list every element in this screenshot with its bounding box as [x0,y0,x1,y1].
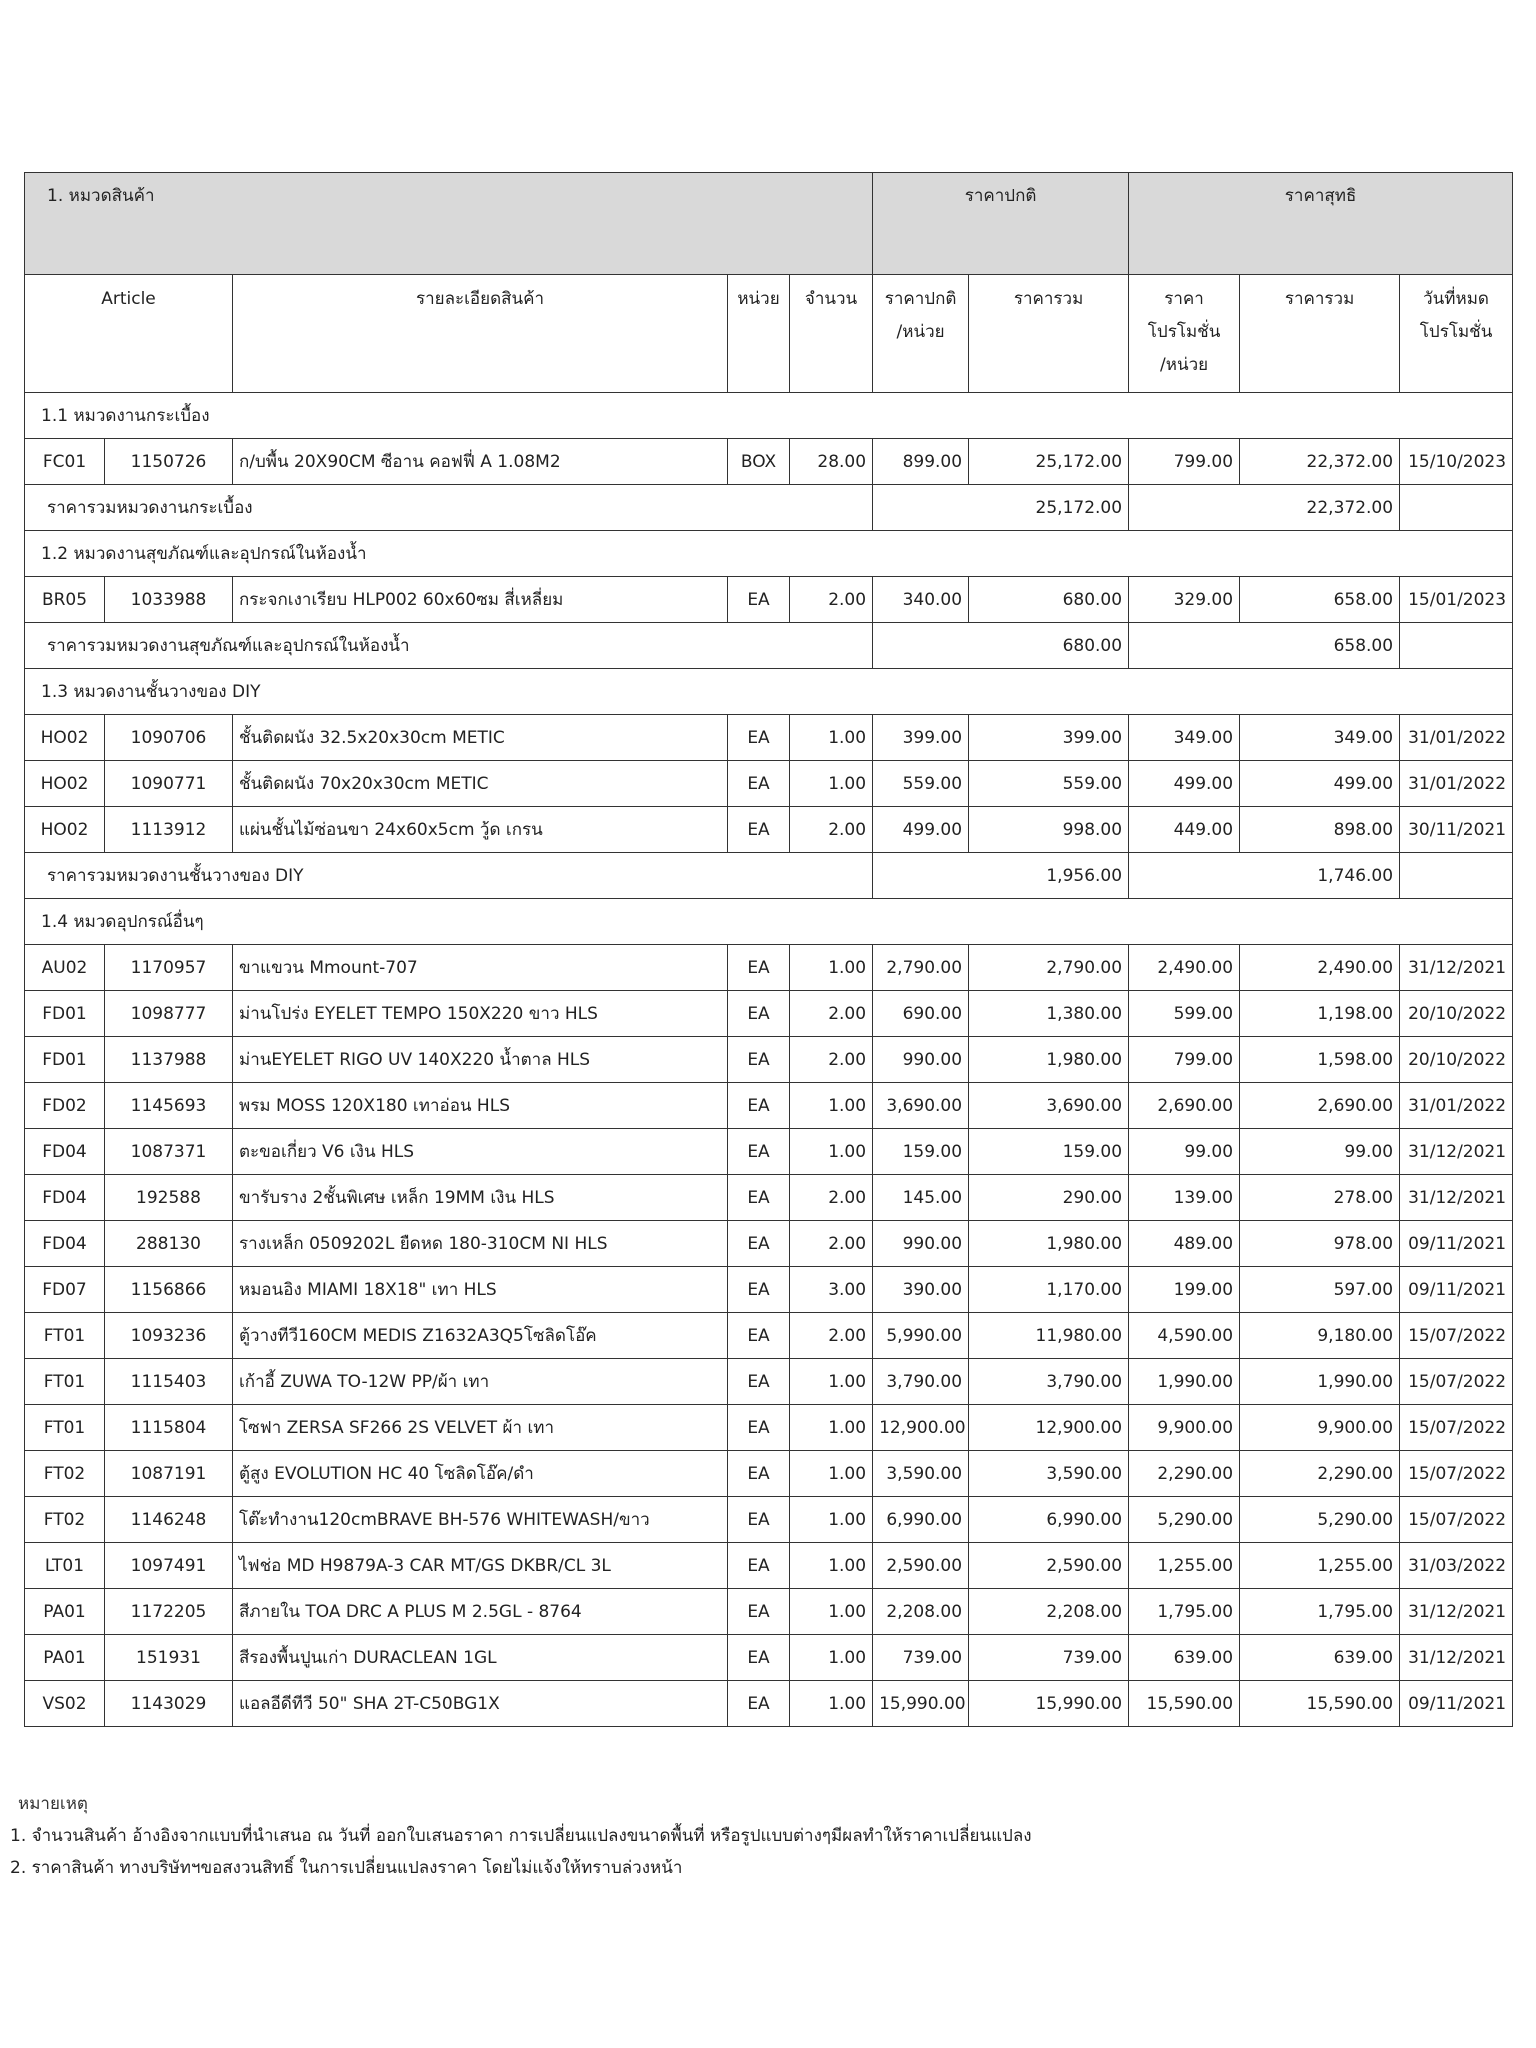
item-total-regular: 739.00 [969,1635,1129,1681]
item-quantity: 1.00 [790,761,873,807]
section-total-regular: 1,956.00 [873,853,1129,899]
table-row [25,1129,1513,1175]
item-total-net: 1,598.00 [1240,1037,1400,1083]
table-row [25,1267,1513,1313]
item-quantity: 1.00 [790,715,873,761]
item-promo-end-date: 31/12/2021 [1400,1129,1513,1175]
item-code: AU02 [25,945,105,991]
item-unit-price: 3,590.00 [873,1451,969,1497]
section-total-label: ราคารวมหมวดงานชั้นวางของ DIY [25,853,873,899]
item-quantity: 2.00 [790,1037,873,1083]
table-row [25,1681,1513,1727]
table-row [25,1405,1513,1451]
col-quantity-header: จำนวน [790,275,873,393]
item-promo-end-date: 09/11/2021 [1400,1221,1513,1267]
item-description: สีรองพื้นปูนเก่า DURACLEAN 1GL [233,1635,728,1681]
item-total-net: 2,690.00 [1240,1083,1400,1129]
item-unit: EA [728,991,790,1037]
item-unit-price: 12,900.00 [873,1405,969,1451]
note-line-1: 1. จำนวนสินค้า อ้างอิงจากแบบที่นำเสนอ ณ วันที่ ออกใบเสนอราคา การเปลี่ยนแปลงขนาดพื้นที่ หรือรูปแบบต่างๆมีผลทำให้ราคาเปลี่ยนแปลง [10,1826,1032,1846]
item-unit-price: 145.00 [873,1175,969,1221]
item-description: ตู้วางทีวี160CM MEDIS Z1632A3Q5โซลิดโอ๊ค [233,1313,728,1359]
note-line-2: 2. ราคาสินค้า ทางบริษัทฯขอสงวนสิทธิ์ ในการเปลี่ยนแปลงราคา โดยไม่แจ้งให้ทราบล่วงหน้า [10,1858,683,1878]
item-description: รางเหล็ก 0509202L ยืดหด 180-310CM NI HLS [233,1221,728,1267]
item-promo-end-date: 15/07/2022 [1400,1359,1513,1405]
item-unit-price: 690.00 [873,991,969,1037]
item-promo-end-date: 31/12/2021 [1400,945,1513,991]
table-row [25,1083,1513,1129]
item-description: โซฟา ZERSA SF266 2S VELVET ผ้า เทา [233,1405,728,1451]
section-title: 1.4 หมวดอุปกรณ์อื่นๆ [25,899,1513,945]
item-promo-price: 329.00 [1129,577,1240,623]
net-price-group-header: ราคาสุทธิ [1129,173,1513,275]
item-total-net: 978.00 [1240,1221,1400,1267]
item-total-regular: 399.00 [969,715,1129,761]
item-unit-price: 5,990.00 [873,1313,969,1359]
item-code: LT01 [25,1543,105,1589]
item-promo-price: 199.00 [1129,1267,1240,1313]
item-unit: EA [728,1451,790,1497]
item-total-net: 639.00 [1240,1635,1400,1681]
item-quantity: 2.00 [790,1221,873,1267]
section-total-regular: 25,172.00 [873,485,1129,531]
item-description: ไฟช่อ MD H9879A-3 CAR MT/GS DKBR/CL 3L [233,1543,728,1589]
col-promo-end-line1: วันที่หมด [1423,289,1489,309]
item-description: แผ่นชั้นไม้ซ่อนขา 24x60x5cm วู้ด เกรน [233,807,728,853]
item-total-net: 2,290.00 [1240,1451,1400,1497]
item-quantity: 2.00 [790,1313,873,1359]
item-article: 1170957 [105,945,233,991]
item-total-net: 5,290.00 [1240,1497,1400,1543]
item-total-regular: 12,900.00 [969,1405,1129,1451]
item-description: ชั้นติดผนัง 70x20x30cm METIC [233,761,728,807]
item-promo-end-date: 15/10/2023 [1400,439,1513,485]
item-total-regular: 2,590.00 [969,1543,1129,1589]
item-article: 1172205 [105,1589,233,1635]
table-row [25,1589,1513,1635]
item-article: 1033988 [105,577,233,623]
item-code: PA01 [25,1635,105,1681]
item-promo-end-date: 31/03/2022 [1400,1543,1513,1589]
category-title: 1. หมวดสินค้า [25,173,873,275]
item-code: FC01 [25,439,105,485]
col-promo-price-line2: โปรโมชั่น [1147,322,1221,342]
table-row [25,807,1513,853]
item-unit-price: 499.00 [873,807,969,853]
table-row [25,1221,1513,1267]
item-unit: EA [728,1129,790,1175]
item-description: ตะขอเกี่ยว V6 เงิน HLS [233,1129,728,1175]
col-promo-price-line3: /หน่วย [1160,355,1209,375]
item-quantity: 1.00 [790,1635,873,1681]
section-header-row [25,531,1513,577]
item-unit-price: 899.00 [873,439,969,485]
item-total-net: 9,180.00 [1240,1313,1400,1359]
item-quantity: 1.00 [790,1359,873,1405]
item-promo-price: 1,990.00 [1129,1359,1240,1405]
col-description-header: รายละเอียดสินค้า [233,275,728,393]
item-code: VS02 [25,1681,105,1727]
item-description: ก/บพื้น 20X90CM ซีอาน คอฟฟี่ A 1.08M2 [233,439,728,485]
item-unit-price: 340.00 [873,577,969,623]
section-total-net: 22,372.00 [1129,485,1400,531]
item-promo-end-date: 20/10/2022 [1400,1037,1513,1083]
table-row [25,1543,1513,1589]
item-unit-price: 3,690.00 [873,1083,969,1129]
item-article: 1137988 [105,1037,233,1083]
section-total-net: 658.00 [1129,623,1400,669]
item-code: HO02 [25,715,105,761]
item-unit: EA [728,1037,790,1083]
item-promo-price: 1,255.00 [1129,1543,1240,1589]
item-unit-price: 2,790.00 [873,945,969,991]
item-description: หมอนอิง MIAMI 18X18" เทา HLS [233,1267,728,1313]
item-article: 1087191 [105,1451,233,1497]
section-total-empty [1400,623,1513,669]
item-total-net: 99.00 [1240,1129,1400,1175]
item-description: ตู้สูง EVOLUTION HC 40 โซลิดโอ๊ค/ดำ [233,1451,728,1497]
table-row [25,761,1513,807]
item-code: FT01 [25,1405,105,1451]
table-row [25,1037,1513,1083]
item-quantity: 3.00 [790,1267,873,1313]
item-promo-price: 2,290.00 [1129,1451,1240,1497]
col-promo-price-line1: ราคา [1164,289,1204,309]
item-quantity: 1.00 [790,1405,873,1451]
item-total-regular: 1,980.00 [969,1221,1129,1267]
item-code: FT01 [25,1359,105,1405]
table-row [25,1497,1513,1543]
item-promo-end-date: 31/01/2022 [1400,715,1513,761]
item-promo-end-date: 31/01/2022 [1400,761,1513,807]
item-unit: EA [728,577,790,623]
item-total-regular: 3,590.00 [969,1451,1129,1497]
group-header-row [25,173,1513,275]
item-code: BR05 [25,577,105,623]
item-total-net: 1,198.00 [1240,991,1400,1037]
section-header-row [25,393,1513,439]
item-total-regular: 559.00 [969,761,1129,807]
item-code: FD04 [25,1129,105,1175]
item-article: 1150726 [105,439,233,485]
table-row [25,991,1513,1037]
item-quantity: 1.00 [790,1451,873,1497]
item-total-net: 22,372.00 [1240,439,1400,485]
item-total-regular: 680.00 [969,577,1129,623]
item-total-net: 499.00 [1240,761,1400,807]
item-unit: EA [728,807,790,853]
table-row [25,945,1513,991]
item-description: ขารับราง 2ชั้นพิเศษ เหล็ก 19MM เงิน HLS [233,1175,728,1221]
item-unit-price: 990.00 [873,1037,969,1083]
item-quantity: 2.00 [790,991,873,1037]
item-promo-end-date: 31/12/2021 [1400,1635,1513,1681]
item-promo-price: 99.00 [1129,1129,1240,1175]
item-promo-price: 499.00 [1129,761,1240,807]
section-title: 1.3 หมวดงานชั้นวางของ DIY [25,669,1513,715]
item-description: ชั้นติดผนัง 32.5x20x30cm METIC [233,715,728,761]
section-total-label: ราคารวมหมวดงานสุขภัณฑ์และอุปกรณ์ในห้องน้ำ [25,623,873,669]
item-unit-price: 399.00 [873,715,969,761]
item-unit: EA [728,1497,790,1543]
item-total-net: 658.00 [1240,577,1400,623]
item-promo-price: 139.00 [1129,1175,1240,1221]
item-unit: EA [728,945,790,991]
item-unit: EA [728,1589,790,1635]
item-total-regular: 3,690.00 [969,1083,1129,1129]
item-promo-end-date: 31/01/2022 [1400,1083,1513,1129]
section-total-net: 1,746.00 [1129,853,1400,899]
col-promo-end-header [1400,275,1513,393]
item-unit: EA [728,1359,790,1405]
item-promo-price: 799.00 [1129,1037,1240,1083]
item-description: แอลอีดีทีวี 50" SHA 2T-C50BG1X [233,1681,728,1727]
item-promo-end-date: 31/12/2021 [1400,1175,1513,1221]
item-unit: EA [728,715,790,761]
item-unit-price: 2,208.00 [873,1589,969,1635]
item-total-regular: 11,980.00 [969,1313,1129,1359]
item-quantity: 2.00 [790,577,873,623]
column-header-row [25,275,1513,393]
item-article: 1115804 [105,1405,233,1451]
item-promo-price: 15,590.00 [1129,1681,1240,1727]
item-total-net: 2,490.00 [1240,945,1400,991]
item-article: 151931 [105,1635,233,1681]
item-description: สีภายใน TOA DRC A PLUS M 2.5GL - 8764 [233,1589,728,1635]
section-total-empty [1400,853,1513,899]
col-unit-price-line1: ราคาปกติ [884,289,957,309]
col-unit-price-header [873,275,969,393]
item-promo-price: 4,590.00 [1129,1313,1240,1359]
item-unit-price: 3,790.00 [873,1359,969,1405]
item-promo-end-date: 30/11/2021 [1400,807,1513,853]
item-promo-end-date: 15/07/2022 [1400,1313,1513,1359]
item-promo-end-date: 31/12/2021 [1400,1589,1513,1635]
item-total-net: 9,900.00 [1240,1405,1400,1451]
item-quantity: 2.00 [790,1175,873,1221]
item-description: ม่านEYELET RIGO UV 140X220 น้ำตาล HLS [233,1037,728,1083]
item-total-net: 1,990.00 [1240,1359,1400,1405]
item-unit: BOX [728,439,790,485]
item-quantity: 1.00 [790,1497,873,1543]
item-promo-end-date: 09/11/2021 [1400,1267,1513,1313]
item-article: 1156866 [105,1267,233,1313]
item-unit: EA [728,1543,790,1589]
item-article: 1145693 [105,1083,233,1129]
section-header-row [25,669,1513,715]
item-unit-price: 739.00 [873,1635,969,1681]
item-promo-price: 639.00 [1129,1635,1240,1681]
item-promo-price: 2,690.00 [1129,1083,1240,1129]
item-total-regular: 2,790.00 [969,945,1129,991]
item-total-regular: 1,980.00 [969,1037,1129,1083]
item-description: กระจกเงาเรียบ HLP002 60x60ซม สี่เหลี่ยม [233,577,728,623]
item-quantity: 1.00 [790,945,873,991]
item-promo-price: 799.00 [1129,439,1240,485]
item-promo-end-date: 20/10/2022 [1400,991,1513,1037]
item-total-net: 1,255.00 [1240,1543,1400,1589]
item-article: 1097491 [105,1543,233,1589]
item-promo-price: 599.00 [1129,991,1240,1037]
item-total-regular: 290.00 [969,1175,1129,1221]
item-quantity: 28.00 [790,439,873,485]
section-total-empty [1400,485,1513,531]
item-total-regular: 25,172.00 [969,439,1129,485]
item-unit: EA [728,1681,790,1727]
item-code: FD04 [25,1221,105,1267]
col-total-regular-header: ราคารวม [969,275,1129,393]
section-header-row [25,899,1513,945]
item-total-net: 597.00 [1240,1267,1400,1313]
item-article: 192588 [105,1175,233,1221]
item-promo-end-date: 09/11/2021 [1400,1681,1513,1727]
item-code: HO02 [25,807,105,853]
item-promo-end-date: 15/07/2022 [1400,1405,1513,1451]
item-code: FD04 [25,1175,105,1221]
item-quantity: 1.00 [790,1681,873,1727]
item-total-net: 15,590.00 [1240,1681,1400,1727]
item-code: FD01 [25,1037,105,1083]
section-total-row [25,485,1513,531]
item-unit: EA [728,1083,790,1129]
table-row [25,1175,1513,1221]
item-unit: EA [728,1221,790,1267]
item-quantity: 1.00 [790,1129,873,1175]
item-code: FT01 [25,1313,105,1359]
item-total-net: 1,795.00 [1240,1589,1400,1635]
item-total-net: 898.00 [1240,807,1400,853]
item-promo-end-date: 15/01/2023 [1400,577,1513,623]
item-unit: EA [728,1635,790,1681]
item-description: โต๊ะทำงาน120cmBRAVE BH-576 WHITEWASH/ขาว [233,1497,728,1543]
item-total-regular: 15,990.00 [969,1681,1129,1727]
col-unit-header: หน่วย [728,275,790,393]
notes-title: หมายเหตุ [18,1794,88,1814]
notes [10,1788,1032,1884]
item-unit-price: 2,590.00 [873,1543,969,1589]
section-title: 1.2 หมวดงานสุขภัณฑ์และอุปกรณ์ในห้องน้ำ [25,531,1513,577]
item-article: 1090706 [105,715,233,761]
item-article: 1113912 [105,807,233,853]
item-total-regular: 998.00 [969,807,1129,853]
item-unit: EA [728,761,790,807]
section-title: 1.1 หมวดงานกระเบื้อง [25,393,1513,439]
col-unit-price-line2: /หน่วย [896,322,945,342]
item-article: 1115403 [105,1359,233,1405]
regular-price-group-header: ราคาปกติ [873,173,1129,275]
item-unit-price: 15,990.00 [873,1681,969,1727]
col-promo-price-header [1129,275,1240,393]
item-description: เก้าอี้ ZUWA TO-12W PP/ผ้า เทา [233,1359,728,1405]
item-total-regular: 6,990.00 [969,1497,1129,1543]
item-promo-price: 489.00 [1129,1221,1240,1267]
item-quantity: 1.00 [790,1543,873,1589]
item-total-regular: 2,208.00 [969,1589,1129,1635]
item-promo-price: 349.00 [1129,715,1240,761]
item-unit: EA [728,1267,790,1313]
item-unit-price: 159.00 [873,1129,969,1175]
item-description: พรม MOSS 120X180 เทาอ่อน HLS [233,1083,728,1129]
item-code: FD02 [25,1083,105,1129]
col-promo-end-line2: โปรโมชั่น [1419,322,1493,342]
table-row [25,1359,1513,1405]
price-table [24,172,1513,1727]
col-article-header: Article [25,275,233,393]
item-promo-price: 5,290.00 [1129,1497,1240,1543]
item-promo-price: 449.00 [1129,807,1240,853]
item-code: FD01 [25,991,105,1037]
table-row [25,1313,1513,1359]
item-promo-price: 1,795.00 [1129,1589,1240,1635]
item-code: FT02 [25,1497,105,1543]
col-total-net-header: ราคารวม [1240,275,1400,393]
item-quantity: 1.00 [790,1083,873,1129]
item-unit: EA [728,1405,790,1451]
item-quantity: 1.00 [790,1589,873,1635]
table-row [25,715,1513,761]
item-promo-end-date: 15/07/2022 [1400,1497,1513,1543]
section-total-label: ราคารวมหมวดงานกระเบื้อง [25,485,873,531]
section-total-regular: 680.00 [873,623,1129,669]
table-row [25,1635,1513,1681]
table-row [25,439,1513,485]
item-quantity: 2.00 [790,807,873,853]
item-total-regular: 1,380.00 [969,991,1129,1037]
item-unit-price: 6,990.00 [873,1497,969,1543]
item-unit: EA [728,1313,790,1359]
item-total-net: 349.00 [1240,715,1400,761]
item-promo-end-date: 15/07/2022 [1400,1451,1513,1497]
item-code: FT02 [25,1451,105,1497]
item-unit-price: 559.00 [873,761,969,807]
item-unit-price: 990.00 [873,1221,969,1267]
item-total-regular: 1,170.00 [969,1267,1129,1313]
item-article: 1090771 [105,761,233,807]
item-code: PA01 [25,1589,105,1635]
item-total-net: 278.00 [1240,1175,1400,1221]
table-row [25,1451,1513,1497]
item-unit: EA [728,1175,790,1221]
item-promo-price: 2,490.00 [1129,945,1240,991]
item-article: 1098777 [105,991,233,1037]
item-code: FD07 [25,1267,105,1313]
item-article: 1146248 [105,1497,233,1543]
item-promo-price: 9,900.00 [1129,1405,1240,1451]
item-total-regular: 159.00 [969,1129,1129,1175]
item-description: ขาแขวน Mmount-707 [233,945,728,991]
item-article: 1087371 [105,1129,233,1175]
item-code: HO02 [25,761,105,807]
item-description: ม่านโปร่ง EYELET TEMPO 150X220 ขาว HLS [233,991,728,1037]
item-unit-price: 390.00 [873,1267,969,1313]
item-article: 1093236 [105,1313,233,1359]
table-row [25,577,1513,623]
item-total-regular: 3,790.00 [969,1359,1129,1405]
section-total-row [25,623,1513,669]
item-article: 1143029 [105,1681,233,1727]
section-total-row [25,853,1513,899]
item-article: 288130 [105,1221,233,1267]
